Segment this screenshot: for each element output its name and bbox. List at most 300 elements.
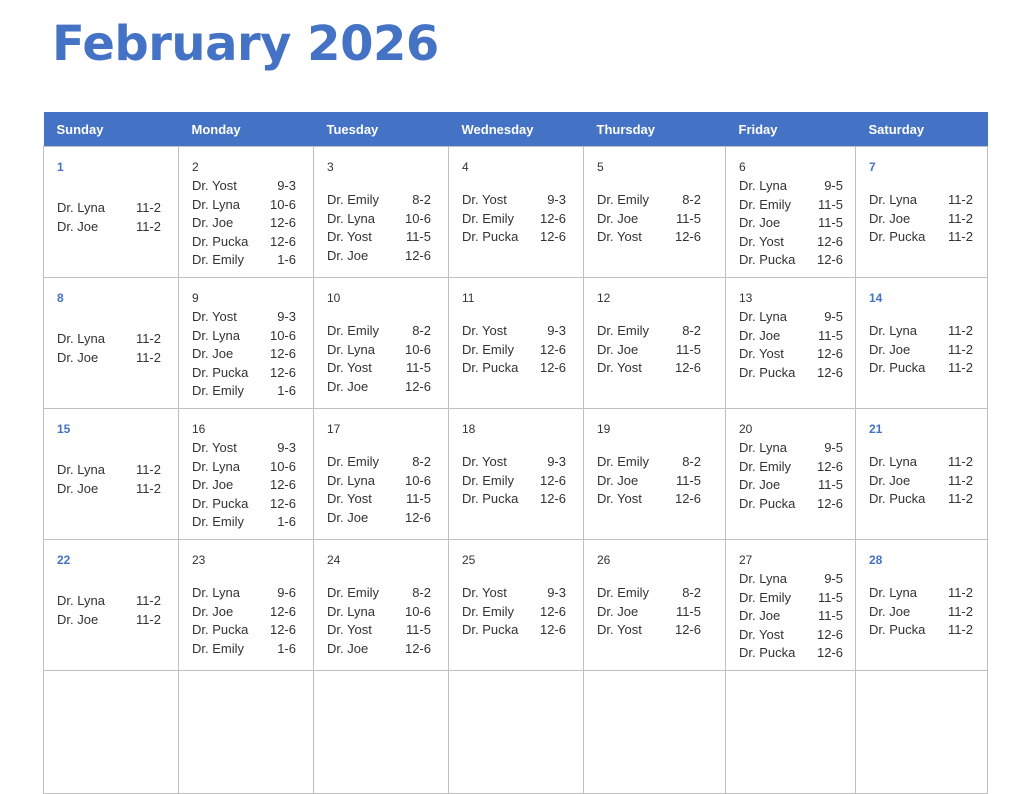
shift-hours: 12-6 [269, 622, 296, 638]
shift-entry [192, 214, 296, 233]
doctor-name: Dr. Lyna [739, 178, 787, 193]
doctor-name: Dr. Pucka [739, 364, 796, 380]
day-cell[interactable] [314, 147, 449, 278]
shift-entry [869, 621, 973, 640]
shift-hours: 11-2 [135, 349, 161, 365]
doctor-name: Dr. Lyna [57, 462, 105, 477]
doctor-name: Dr. Pucka [192, 495, 249, 511]
shift-hours: 12-6 [816, 346, 843, 362]
shift-list [869, 322, 987, 378]
shift-entry [192, 364, 296, 383]
shift-hours: 10-6 [404, 341, 431, 357]
day-number [739, 681, 855, 701]
shift-entry [57, 611, 161, 630]
week-row [44, 540, 988, 671]
shift-entry [192, 327, 296, 346]
day-number: 22 [57, 553, 71, 567]
doctor-name: Dr. Lyna [57, 331, 105, 346]
doctor-name: Dr. Joe [57, 480, 99, 496]
doctor-name: Dr. Emily [597, 323, 649, 338]
shift-hours: 11-2 [135, 200, 161, 215]
day-cell[interactable] [584, 409, 726, 540]
shift-entry [192, 345, 296, 364]
day-cell[interactable] [584, 278, 726, 409]
shift-entry [327, 322, 431, 341]
shift-hours: 10-6 [404, 210, 431, 226]
shift-entry [327, 378, 431, 397]
doctor-name: Dr. Emily [739, 458, 791, 474]
doctor-name: Dr. Yost [192, 178, 237, 193]
day-cell[interactable] [856, 409, 988, 540]
shift-entry [462, 210, 566, 229]
shift-hours: 12-6 [404, 509, 431, 525]
doctor-name: Dr. Pucka [869, 622, 926, 638]
shift-hours: 9-3 [547, 192, 566, 207]
shift-entry [192, 603, 296, 622]
shift-entry [869, 191, 973, 210]
day-number: 8 [57, 291, 64, 305]
shift-entry [739, 196, 843, 215]
shift-entry [57, 480, 161, 499]
shift-entry [597, 341, 701, 360]
weekday-header-row [44, 112, 988, 147]
day-cell[interactable] [179, 671, 314, 794]
shift-list [597, 453, 725, 509]
shift-list [57, 330, 178, 367]
doctor-name: Dr. Lyna [192, 585, 240, 600]
day-cell[interactable] [449, 540, 584, 671]
day-number: 27 [739, 553, 753, 567]
day-number: 6 [739, 160, 746, 174]
shift-hours: 11-2 [135, 218, 161, 234]
day-number: 16 [192, 422, 206, 436]
shift-entry [597, 210, 701, 229]
day-number: 11 [462, 291, 475, 305]
day-number [192, 681, 313, 701]
shift-list [327, 322, 448, 396]
shift-hours: 9-3 [277, 309, 296, 324]
doctor-name: Dr. Pucka [739, 495, 796, 511]
doctor-name: Dr. Yost [597, 360, 642, 376]
doctor-name: Dr. Lyna [192, 458, 240, 474]
shift-entry [739, 327, 843, 346]
shift-hours: 12-6 [269, 346, 296, 362]
day-number [462, 681, 583, 701]
day-cell[interactable] [856, 147, 988, 278]
shift-entry [192, 439, 296, 458]
doctor-name: Dr. Pucka [869, 360, 926, 376]
doctor-name: Dr. Joe [57, 218, 99, 234]
doctor-name: Dr. Joe [597, 472, 639, 488]
shift-entry [327, 621, 431, 640]
shift-hours: 11-5 [817, 608, 843, 624]
shift-list [739, 439, 855, 513]
day-cell[interactable] [449, 671, 584, 794]
shift-hours: 11-2 [947, 491, 973, 507]
day-number: 15 [57, 422, 71, 436]
shift-list [327, 453, 448, 527]
shift-hours: 11-5 [675, 210, 701, 226]
shift-hours: 10-6 [404, 472, 431, 488]
doctor-name: Dr. Yost [739, 346, 784, 362]
shift-entry [57, 218, 161, 237]
shift-hours: 8-2 [412, 192, 431, 207]
shift-hours: 12-6 [816, 495, 843, 511]
shift-hours: 12-6 [674, 622, 701, 638]
shift-hours: 9-3 [277, 440, 296, 455]
day-number [869, 681, 987, 701]
shift-hours: 1-6 [277, 514, 296, 530]
doctor-name: Dr. Emily [327, 585, 379, 600]
doctor-name: Dr. Emily [597, 454, 649, 469]
doctor-name: Dr. Joe [739, 477, 781, 493]
doctor-name: Dr. Lyna [327, 210, 375, 226]
day-cell[interactable] [44, 540, 179, 671]
shift-entry [869, 584, 973, 603]
day-number: 18 [462, 422, 476, 436]
shift-hours: 12-6 [269, 215, 296, 231]
shift-hours: 10-6 [269, 458, 296, 474]
shift-hours: 12-6 [816, 626, 843, 642]
doctor-name: Dr. Joe [192, 346, 234, 362]
doctor-name: Dr. Joe [327, 640, 369, 656]
doctor-name: Dr. Pucka [739, 645, 796, 661]
doctor-name: Dr. Yost [739, 233, 784, 249]
doctor-name: Dr. Joe [327, 247, 369, 263]
shift-entry [192, 308, 296, 327]
shift-entry [739, 214, 843, 233]
shift-hours: 12-6 [539, 229, 566, 245]
day-number [327, 681, 448, 701]
shift-hours: 11-2 [135, 462, 161, 477]
shift-entry [192, 621, 296, 640]
shift-entry [739, 308, 843, 327]
shift-entry [192, 251, 296, 270]
week-row [44, 278, 988, 409]
shift-entry [739, 644, 843, 663]
doctor-name: Dr. Emily [192, 383, 244, 399]
day-cell[interactable] [44, 278, 179, 409]
shift-hours: 11-2 [947, 210, 973, 226]
day-number: 2 [192, 160, 199, 174]
shift-entry [192, 476, 296, 495]
day-cell[interactable] [584, 540, 726, 671]
day-number [57, 681, 178, 701]
shift-hours: 8-2 [412, 585, 431, 600]
shift-hours: 11-2 [947, 192, 973, 207]
doctor-name: Dr. Emily [597, 192, 649, 207]
day-cell[interactable] [584, 147, 726, 278]
shift-hours: 11-2 [947, 341, 973, 357]
shift-entry [597, 584, 701, 603]
shift-list [327, 191, 448, 265]
shift-entry [327, 247, 431, 266]
shift-hours: 1-6 [277, 252, 296, 268]
shift-entry [327, 210, 431, 229]
shift-hours: 8-2 [682, 454, 701, 469]
day-cell[interactable] [449, 409, 584, 540]
shift-hours: 11-5 [675, 472, 701, 488]
shift-hours: 12-6 [269, 364, 296, 380]
shift-entry [462, 603, 566, 622]
day-cell[interactable] [726, 278, 856, 409]
day-cell[interactable] [314, 409, 449, 540]
doctor-name: Dr. Yost [192, 440, 237, 455]
shift-entry [869, 490, 973, 509]
shift-entry [597, 228, 701, 247]
shift-entry [869, 322, 973, 341]
day-number: 7 [869, 160, 876, 174]
shift-entry [192, 584, 296, 603]
day-cell[interactable] [856, 671, 988, 794]
day-number: 4 [462, 160, 469, 174]
shift-hours: 10-6 [404, 603, 431, 619]
shift-entry [327, 509, 431, 528]
day-number: 20 [739, 422, 753, 436]
doctor-name: Dr. Yost [462, 192, 507, 207]
doctor-name: Dr. Joe [597, 603, 639, 619]
shift-entry [327, 453, 431, 472]
shift-hours: 1-6 [277, 640, 296, 656]
doctor-name: Dr. Emily [327, 454, 379, 469]
day-cell[interactable] [44, 409, 179, 540]
shift-hours: 11-5 [405, 229, 431, 245]
day-number: 26 [597, 553, 611, 567]
doctor-name: Dr. Joe [869, 341, 911, 357]
doctor-name: Dr. Pucka [739, 252, 796, 268]
doctor-name: Dr. Pucka [462, 491, 519, 507]
weekday-header-friday: Friday [726, 112, 856, 147]
shift-hours: 12-6 [269, 495, 296, 511]
day-number: 28 [869, 553, 883, 567]
day-cell[interactable] [179, 540, 314, 671]
shift-hours: 12-6 [816, 364, 843, 380]
doctor-name: Dr. Pucka [192, 622, 249, 638]
shift-entry [462, 341, 566, 360]
doctor-name: Dr. Yost [597, 622, 642, 638]
weekday-header-wednesday: Wednesday [449, 112, 584, 147]
shift-entry [869, 472, 973, 491]
day-cell[interactable] [314, 278, 449, 409]
day-number: 24 [327, 553, 341, 567]
doctor-name: Dr. Lyna [739, 440, 787, 455]
weekday-header-tuesday: Tuesday [314, 112, 449, 147]
doctor-name: Dr. Emily [597, 585, 649, 600]
day-cell[interactable] [856, 540, 988, 671]
weekday-header-sunday: Sunday [44, 112, 179, 147]
shift-hours: 9-3 [547, 323, 566, 338]
doctor-name: Dr. Joe [327, 509, 369, 525]
shift-entry [739, 495, 843, 514]
doctor-name: Dr. Joe [192, 215, 234, 231]
day-cell[interactable] [584, 671, 726, 794]
shift-entry [739, 439, 843, 458]
shift-hours: 12-6 [539, 491, 566, 507]
day-cell[interactable] [314, 540, 449, 671]
day-number: 25 [462, 553, 476, 567]
shift-hours: 9-5 [824, 178, 843, 193]
shift-hours: 12-6 [674, 229, 701, 245]
shift-entry [739, 233, 843, 252]
doctor-name: Dr. Lyna [327, 472, 375, 488]
shift-hours: 12-6 [816, 252, 843, 268]
doctor-name: Dr. Lyna [57, 593, 105, 608]
doctor-name: Dr. Lyna [869, 454, 917, 469]
doctor-name: Dr. Yost [327, 622, 372, 638]
shift-entry [462, 621, 566, 640]
shift-hours: 9-6 [277, 585, 296, 600]
shift-hours: 11-5 [817, 477, 843, 493]
shift-hours: 12-6 [539, 472, 566, 488]
shift-entry [462, 228, 566, 247]
shift-entry [192, 233, 296, 252]
shift-hours: 11-2 [947, 323, 973, 338]
doctor-name: Dr. Yost [462, 585, 507, 600]
shift-hours: 12-6 [404, 378, 431, 394]
page-title: February 2026 [52, 16, 439, 72]
shift-list [869, 584, 987, 640]
shift-hours: 12-6 [269, 477, 296, 493]
calendar-grid [43, 112, 988, 794]
doctor-name: Dr. Emily [327, 323, 379, 338]
doctor-name: Dr. Yost [739, 626, 784, 642]
day-number: 23 [192, 553, 206, 567]
day-cell[interactable] [44, 147, 179, 278]
shift-hours: 12-6 [674, 491, 701, 507]
shift-list [192, 177, 313, 270]
shift-hours: 11-5 [405, 360, 431, 376]
shift-entry [597, 322, 701, 341]
shift-entry [597, 621, 701, 640]
shift-list [192, 308, 313, 401]
day-number: 12 [597, 291, 611, 305]
shift-list [57, 199, 178, 236]
shift-entry [739, 177, 843, 196]
doctor-name: Dr. Emily [739, 196, 791, 212]
day-number: 14 [869, 291, 883, 305]
shift-hours: 11-2 [947, 454, 973, 469]
doctor-name: Dr. Pucka [869, 491, 926, 507]
shift-entry [327, 472, 431, 491]
doctor-name: Dr. Pucka [462, 229, 519, 245]
doctor-name: Dr. Lyna [869, 192, 917, 207]
shift-hours: 9-5 [824, 571, 843, 586]
doctor-name: Dr. Lyna [327, 341, 375, 357]
day-cell[interactable] [726, 671, 856, 794]
day-number: 10 [327, 291, 341, 305]
shift-entry [462, 359, 566, 378]
shift-hours: 12-6 [539, 360, 566, 376]
shift-list [869, 191, 987, 247]
doctor-name: Dr. Joe [869, 210, 911, 226]
day-cell[interactable] [726, 540, 856, 671]
shift-hours: 1-6 [277, 383, 296, 399]
shift-list [57, 592, 178, 629]
shift-entry [192, 495, 296, 514]
shift-entry [192, 513, 296, 532]
shift-hours: 8-2 [682, 323, 701, 338]
doctor-name: Dr. Joe [327, 378, 369, 394]
shift-hours: 9-3 [547, 585, 566, 600]
doctor-name: Dr. Emily [192, 252, 244, 268]
shift-entry [869, 603, 973, 622]
shift-entry [462, 472, 566, 491]
shift-list [597, 191, 725, 247]
shift-hours: 11-5 [405, 491, 431, 507]
shift-entry [739, 251, 843, 270]
shift-entry [57, 199, 161, 218]
shift-hours: 12-6 [269, 233, 296, 249]
doctor-name: Dr. Yost [597, 491, 642, 507]
doctor-name: Dr. Yost [462, 323, 507, 338]
shift-hours: 12-6 [269, 603, 296, 619]
shift-entry [739, 476, 843, 495]
day-number: 5 [597, 160, 604, 174]
day-cell[interactable] [314, 671, 449, 794]
shift-hours: 12-6 [404, 640, 431, 656]
day-cell[interactable] [449, 147, 584, 278]
day-number: 3 [327, 160, 334, 174]
week-row [44, 409, 988, 540]
day-cell[interactable] [449, 278, 584, 409]
shift-entry [327, 584, 431, 603]
day-cell[interactable] [179, 278, 314, 409]
day-number: 19 [597, 422, 611, 436]
day-cell[interactable] [726, 409, 856, 540]
shift-entry [597, 359, 701, 378]
shift-hours: 11-5 [817, 327, 843, 343]
shift-entry [739, 345, 843, 364]
doctor-name: Dr. Lyna [192, 327, 240, 343]
shift-entry [869, 210, 973, 229]
doctor-name: Dr. Pucka [192, 364, 249, 380]
doctor-name: Dr. Emily [462, 472, 514, 488]
shift-entry [57, 592, 161, 611]
day-cell[interactable] [179, 147, 314, 278]
shift-entry [192, 196, 296, 215]
shift-entry [57, 349, 161, 368]
doctor-name: Dr. Emily [462, 210, 514, 226]
shift-entry [327, 603, 431, 622]
shift-entry [869, 453, 973, 472]
shift-entry [327, 191, 431, 210]
doctor-name: Dr. Yost [327, 491, 372, 507]
day-cell[interactable] [44, 671, 179, 794]
doctor-name: Dr. Emily [327, 192, 379, 207]
doctor-name: Dr. Joe [869, 603, 911, 619]
day-cell[interactable] [179, 409, 314, 540]
shift-hours: 11-2 [135, 593, 161, 608]
shift-entry [597, 603, 701, 622]
day-number: 17 [327, 422, 341, 436]
weekday-header-saturday: Saturday [856, 112, 988, 147]
doctor-name: Dr. Joe [57, 611, 99, 627]
shift-list [192, 439, 313, 532]
shift-hours: 12-6 [816, 458, 843, 474]
shift-hours: 8-2 [412, 323, 431, 338]
shift-hours: 11-2 [947, 585, 973, 600]
shift-hours: 11-2 [947, 603, 973, 619]
shift-entry [739, 626, 843, 645]
day-cell[interactable] [726, 147, 856, 278]
doctor-name: Dr. Lyna [739, 309, 787, 324]
weekday-header-monday: Monday [179, 112, 314, 147]
week-row [44, 671, 988, 794]
shift-hours: 11-2 [135, 480, 161, 496]
shift-list [327, 584, 448, 658]
shift-entry [462, 322, 566, 341]
day-cell[interactable] [856, 278, 988, 409]
